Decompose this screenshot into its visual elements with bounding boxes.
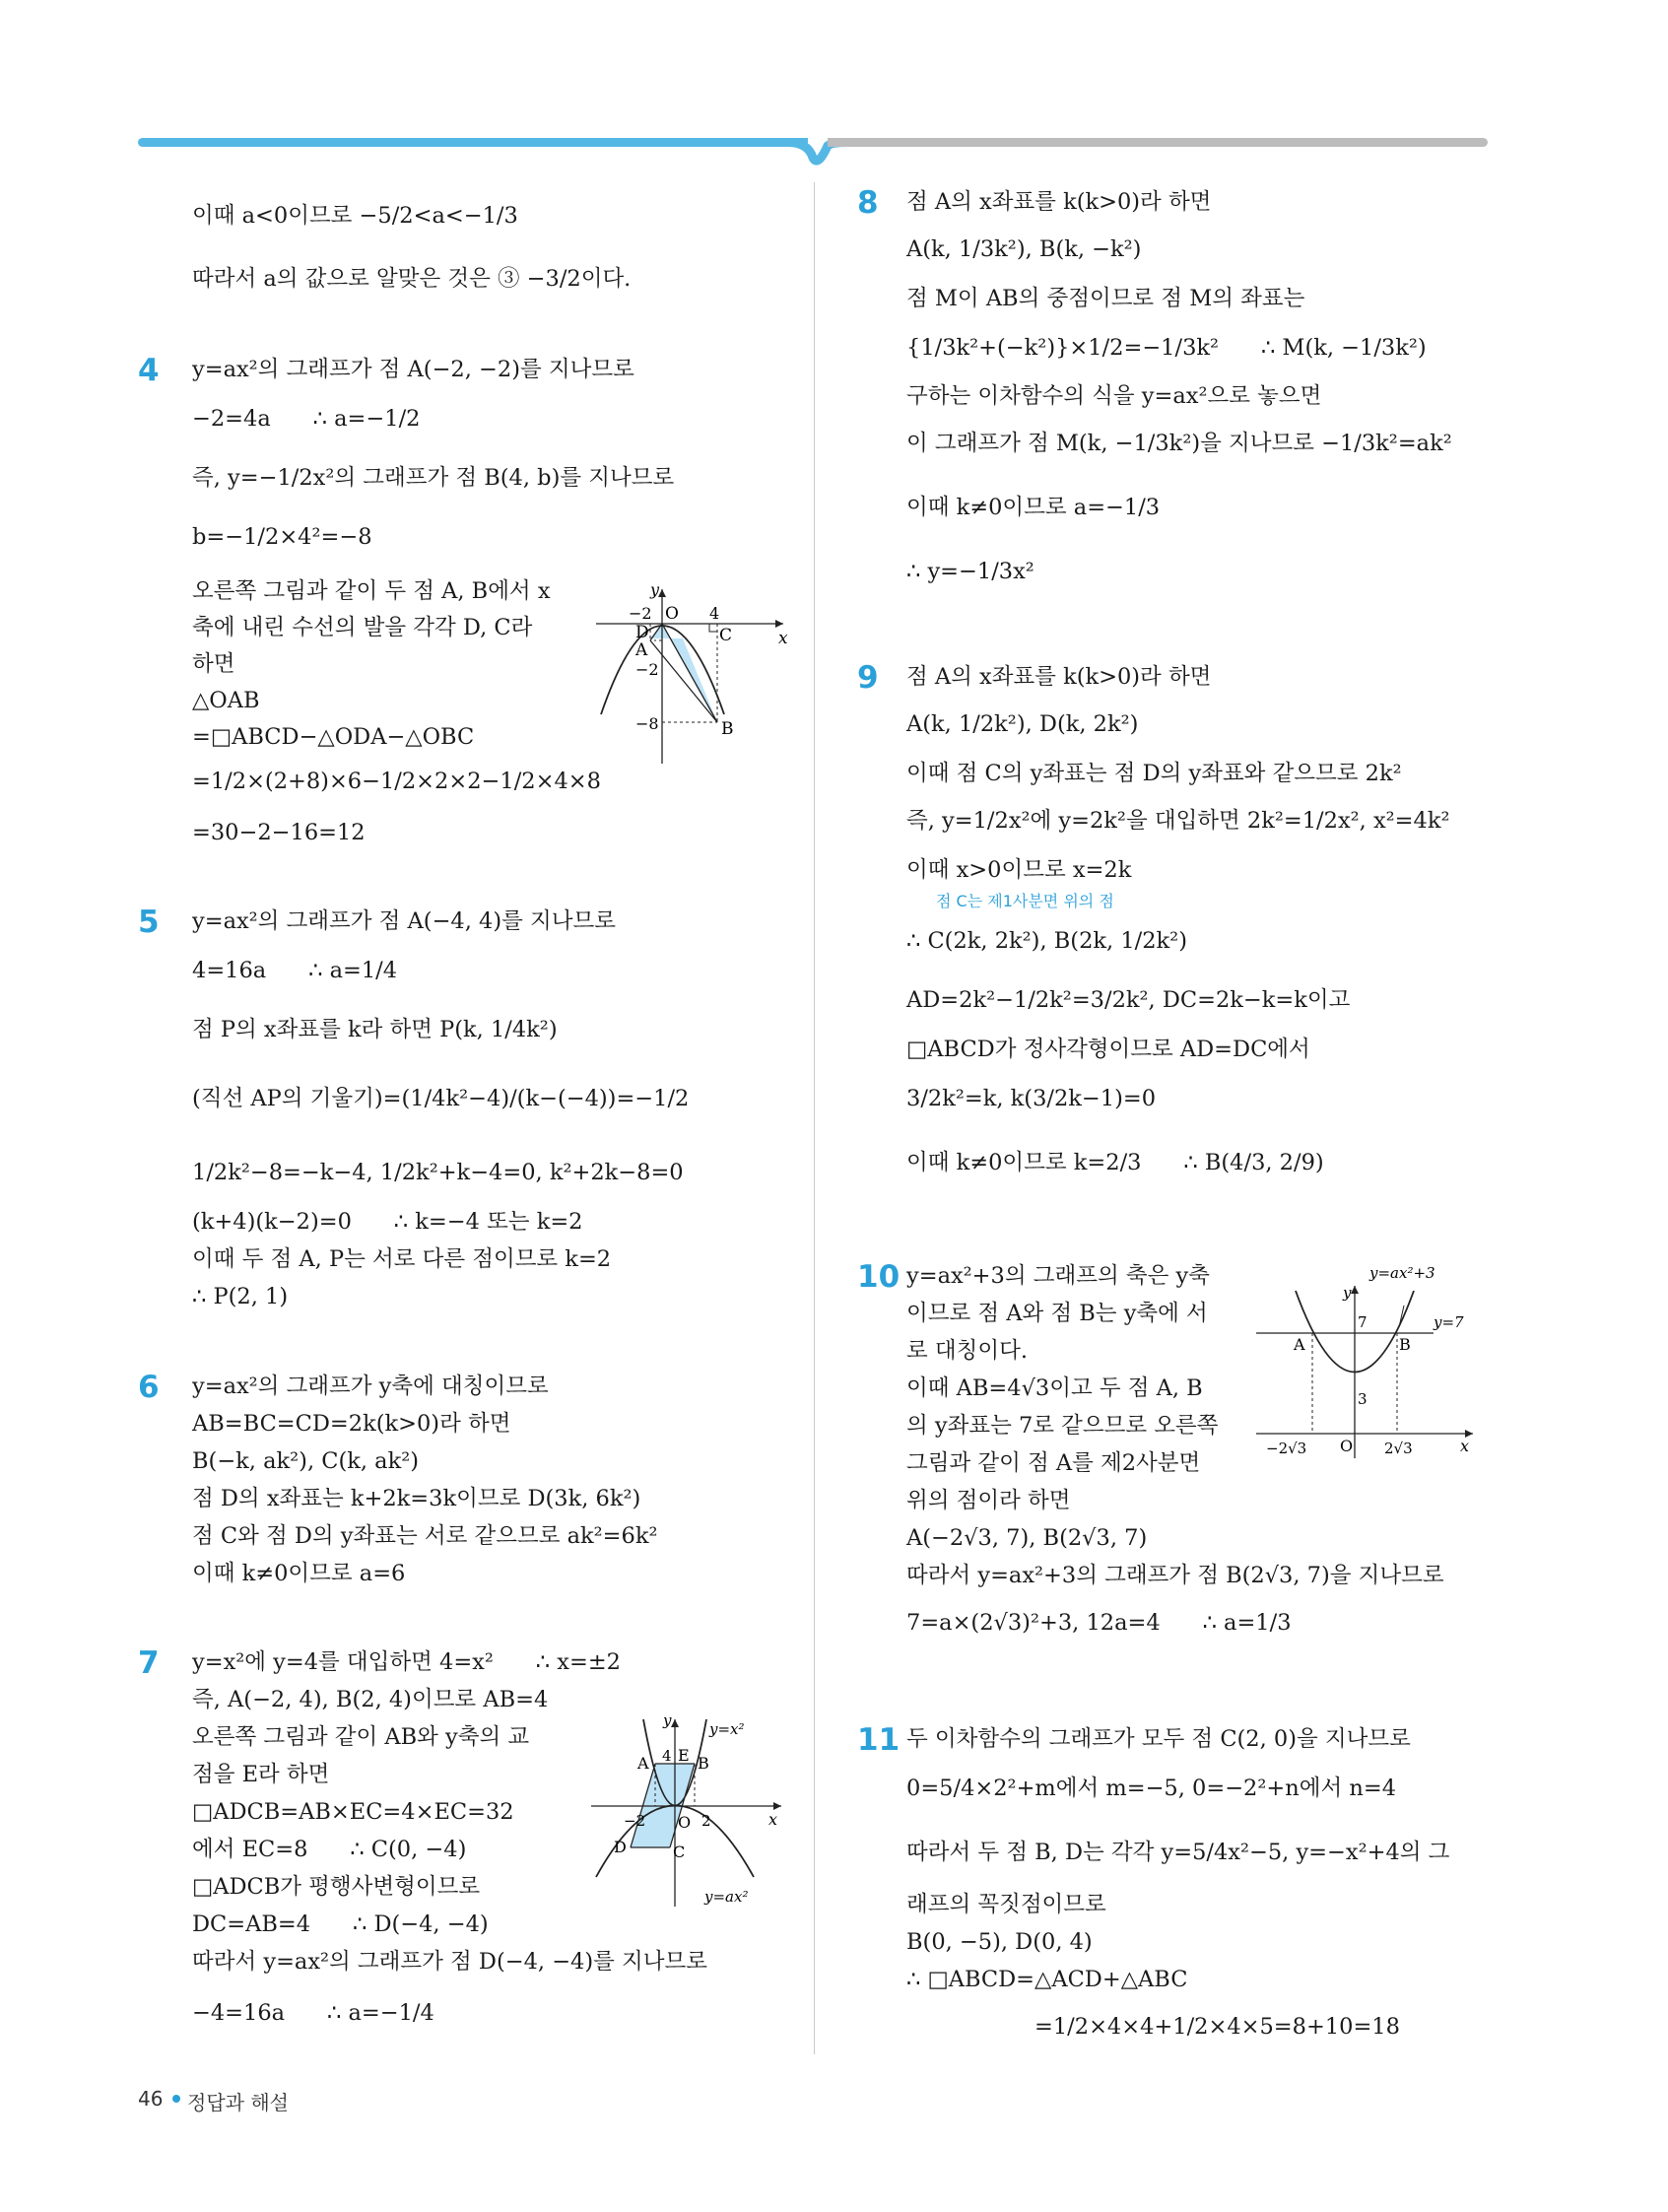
p10-line: 위의 점이라 하면 [906,1488,1071,1513]
p7-line: y=x²에 y=4를 대입하면 4=x² ∴ x=±2 [192,1649,621,1675]
p10-fig-x-label: x [1460,1437,1470,1455]
p10-fig-a: A [1294,1335,1305,1354]
p4-line: =30−2−16=12 [192,820,366,845]
p7-line: □ADCB=AB×EC=4×EC=32 [192,1799,514,1825]
p11-line: =1/2×4×4+1/2×4×5=8+10=18 [1034,2014,1400,2040]
p10-graph-figure [1251,1256,1478,1468]
p5-line: ∴ P(2, 1) [192,1284,289,1309]
p10-fig-three: 3 [1358,1390,1368,1408]
p5-line: 1/2k²−8=−k−4, 1/2k²+k−4=0, k²+2k−8=0 [192,1160,684,1185]
p4-line: 오른쪽 그림과 같이 두 점 A, B에서 x [192,578,551,604]
p6-line: 이때 k≠0이므로 a=6 [192,1561,406,1586]
p4-line: 축에 내린 수선의 발을 각각 D, C라 [192,615,533,640]
p7-fig-y-label: y [663,1711,672,1729]
page-number: 46 [138,2087,164,2111]
header-bar-right [828,138,1488,147]
p10-line: 이므로 점 A와 점 B는 y축에 서 [906,1301,1208,1326]
p4-fig-b: B [721,719,734,739]
p9-line: □ABCD가 정사각형이므로 AD=DC에서 [906,1037,1310,1062]
p5-line: 4=16a ∴ a=1/4 [192,958,398,983]
problem-number-5: 5 [138,905,160,940]
p6-line: 점 D의 x좌표는 k+2k=3k이므로 D(3k, 6k²) [192,1486,641,1511]
p7-fig-four: 4 [662,1747,672,1765]
p8-line: 점 A의 x좌표를 k(k>0)라 하면 [906,189,1212,215]
p9-line: 이때 x>0이므로 x=2k [906,857,1132,883]
p7-fig-two: 2 [701,1812,711,1830]
p9-line: AD=2k²−1/2k²=3/2k², DC=2k−k=k이고 [906,987,1351,1013]
p4-line: y=ax²의 그래프가 점 A(−2, −2)를 지나므로 [192,357,634,382]
p7-fig-d: D [614,1838,627,1856]
p10-fig-y-label: y [1343,1284,1352,1302]
problem-number-8: 8 [857,185,879,221]
p6-line: B(−k, ak²), C(k, ak²) [192,1448,420,1474]
p10-fig-origin: O [1340,1437,1354,1455]
p8-line: A(k, 1/3k²), B(k, −k²) [906,236,1142,262]
p9-line: 점 A의 x좌표를 k(k>0)라 하면 [906,664,1212,690]
p10-fig-b: B [1399,1335,1411,1354]
p4-fig-ym2: −2 [635,660,659,679]
p8-line: 점 M이 AB의 중점이므로 점 M의 좌표는 [906,286,1305,311]
p9-line: ∴ C(2k, 2k²), B(2k, 1/2k²) [906,928,1187,954]
p10-line: 따라서 y=ax²+3의 그래프가 점 B(2√3, 7)을 지나므로 [906,1563,1444,1588]
p4-fig-x-label: x [778,629,788,648]
p7-line: DC=AB=4 ∴ D(−4, −4) [192,1911,489,1937]
p11-line: B(0, −5), D(0, 4) [906,1929,1093,1955]
p8-line: 구하는 이차함수의 식을 y=ax²으로 놓으면 [906,383,1322,409]
p6-line: AB=BC=CD=2k(k>0)라 하면 [192,1411,511,1437]
p4-line: b=−1/2×4²=−8 [192,524,372,550]
p5-line: (k+4)(k−2)=0 ∴ k=−4 또는 k=2 [192,1209,583,1235]
p4-fig-c: C [719,626,733,645]
p4-line: −2=4a ∴ a=−1/2 [192,406,421,432]
p7-fig-m2: −2 [624,1812,646,1830]
p4-fig-ym8: −8 [635,714,659,733]
p11-line: 두 이차함수의 그래프가 모두 점 C(2, 0)을 지나므로 [906,1726,1411,1752]
p7-graph-figure [586,1709,788,1916]
problem-number-10: 10 [857,1259,901,1295]
column-divider [814,182,815,2054]
p4-fig-y-label: y [650,581,660,599]
p4-fig-xm2: −2 [629,604,652,623]
p4-fig-origin: O [665,604,679,624]
p7-fig-origin: O [678,1813,692,1832]
problem-number-4: 4 [138,353,160,388]
intro-line: 따라서 a의 값으로 알맞은 것은 ③ −3/2이다. [192,266,632,292]
p9-line: 이때 점 C의 y좌표는 점 D의 y좌표와 같으므로 2k² [906,761,1402,786]
p10-line: 7=a×(2√3)²+3, 12a=4 ∴ a=1/3 [906,1610,1292,1636]
p4-line: =□ABCD−△ODA−△OBC [192,724,475,750]
p9-line: 이때 k≠0이므로 k=2/3 ∴ B(4/3, 2/9) [906,1150,1324,1175]
p8-line: {1/3k²+(−k²)}×1/2=−1/3k² ∴ M(k, −1/3k²) [906,335,1427,361]
p9-line: 3/2k²=k, k(3/2k−1)=0 [906,1086,1157,1111]
p10-line: 의 y좌표는 7로 같으므로 오른쪽 [906,1413,1219,1439]
p10-line: 그림과 같이 점 A를 제2사분면 [906,1450,1201,1476]
p5-line: 이때 두 점 A, P는 서로 다른 점이므로 k=2 [192,1246,612,1272]
intro-line: 이때 a<0이므로 −5/2<a<−1/3 [192,203,518,229]
problem-number-9: 9 [857,660,879,696]
p10-fig-y7: y=7 [1434,1313,1464,1331]
p7-fig-yx2: y=x² [709,1720,745,1738]
problem-number-7: 7 [138,1645,160,1681]
p7-fig-b: B [698,1754,709,1773]
p10-fig-curve: y=ax²+3 [1369,1264,1435,1282]
p6-line: 점 C와 점 D의 y좌표는 서로 같으므로 ak²=6k² [192,1523,658,1549]
problem-number-6: 6 [138,1370,160,1405]
p5-line: (직선 AP의 기울기)=(1/4k²−4)/(k−(−4))=−1/2 [192,1086,690,1111]
p6-line: y=ax²의 그래프가 y축에 대칭이므로 [192,1374,549,1399]
p7-line: 점을 E라 하면 [192,1762,330,1787]
p7-line: □ADCB가 평행사변형이므로 [192,1874,481,1900]
p7-fig-c: C [673,1843,686,1861]
p9-line: 즉, y=1/2x²에 y=2k²을 대입하면 2k²=1/2x², x²=4k² [906,808,1450,834]
p11-line: 0=5/4×2²+m에서 m=−5, 0=−2²+n에서 n=4 [906,1776,1397,1801]
p7-fig-x-label: x [768,1810,778,1829]
p5-line: 점 P의 x좌표를 k라 하면 P(k, 1/4k²) [192,1017,558,1042]
problem-number-11: 11 [857,1722,901,1758]
footer-bullet [172,2095,180,2103]
p7-line: 오른쪽 그림과 같이 AB와 y축의 교 [192,1724,530,1750]
p7-line: 에서 EC=8 ∴ C(0, −4) [192,1837,467,1862]
p4-graph-figure [591,581,788,769]
p8-line: ∴ y=−1/3x² [906,559,1034,584]
p4-line: 즉, y=−1/2x²의 그래프가 점 B(4, b)를 지나므로 [192,465,675,491]
p4-line: =1/2×(2+8)×6−1/2×2×2−1/2×4×8 [192,769,601,794]
p5-line: y=ax²의 그래프가 점 A(−4, 4)를 지나므로 [192,908,616,934]
p10-fig-p2r3: 2√3 [1384,1440,1413,1457]
header-bar-left [138,138,808,147]
p9-line: A(k, 1/2k²), D(k, 2k²) [906,711,1139,737]
p11-line: 래프의 꼭짓점이므로 [906,1892,1106,1917]
p8-line: 이때 k≠0이므로 a=−1/3 [906,495,1161,520]
p7-fig-a: A [637,1754,649,1773]
p4-line: 하면 [192,651,235,677]
p4-line: △OAB [192,688,260,713]
p10-line: A(−2√3, 7), B(2√3, 7) [906,1525,1148,1551]
p10-line: 로 대칭이다. [906,1338,1028,1364]
p7-line: 즉, A(−2, 4), B(2, 4)이므로 AB=4 [192,1687,549,1712]
p10-line: y=ax²+3의 그래프의 축은 y축 [906,1263,1210,1289]
p9-note: 점 C는 제1사분면 위의 점 [936,892,1114,910]
p7-fig-e: E [678,1746,690,1765]
p8-line: 이 그래프가 점 M(k, −1/3k²)을 지나므로 −1/3k²=ak² [906,431,1452,456]
p7-fig-yax2: y=ax² [704,1888,749,1906]
p4-fig-a: A [635,640,648,660]
p10-fig-m2r3: −2√3 [1266,1440,1307,1457]
p4-fig-d: D [635,623,649,642]
p4-fig-x4: 4 [709,604,720,623]
p7-line: 따라서 y=ax²의 그래프가 점 D(−4, −4)를 지나므로 [192,1949,707,1975]
p10-line: 이때 AB=4√3이고 두 점 A, B [906,1375,1203,1401]
p11-line: ∴ □ABCD=△ACD+△ABC [906,1967,1188,1992]
p11-line: 따라서 두 점 B, D는 각각 y=5/4x²−5, y=−x²+4의 그 [906,1840,1450,1865]
footer-title: 정답과 해설 [187,2091,289,2114]
p10-fig-seven: 7 [1358,1313,1368,1331]
p7-line: −4=16a ∴ a=−1/4 [192,2000,434,2026]
